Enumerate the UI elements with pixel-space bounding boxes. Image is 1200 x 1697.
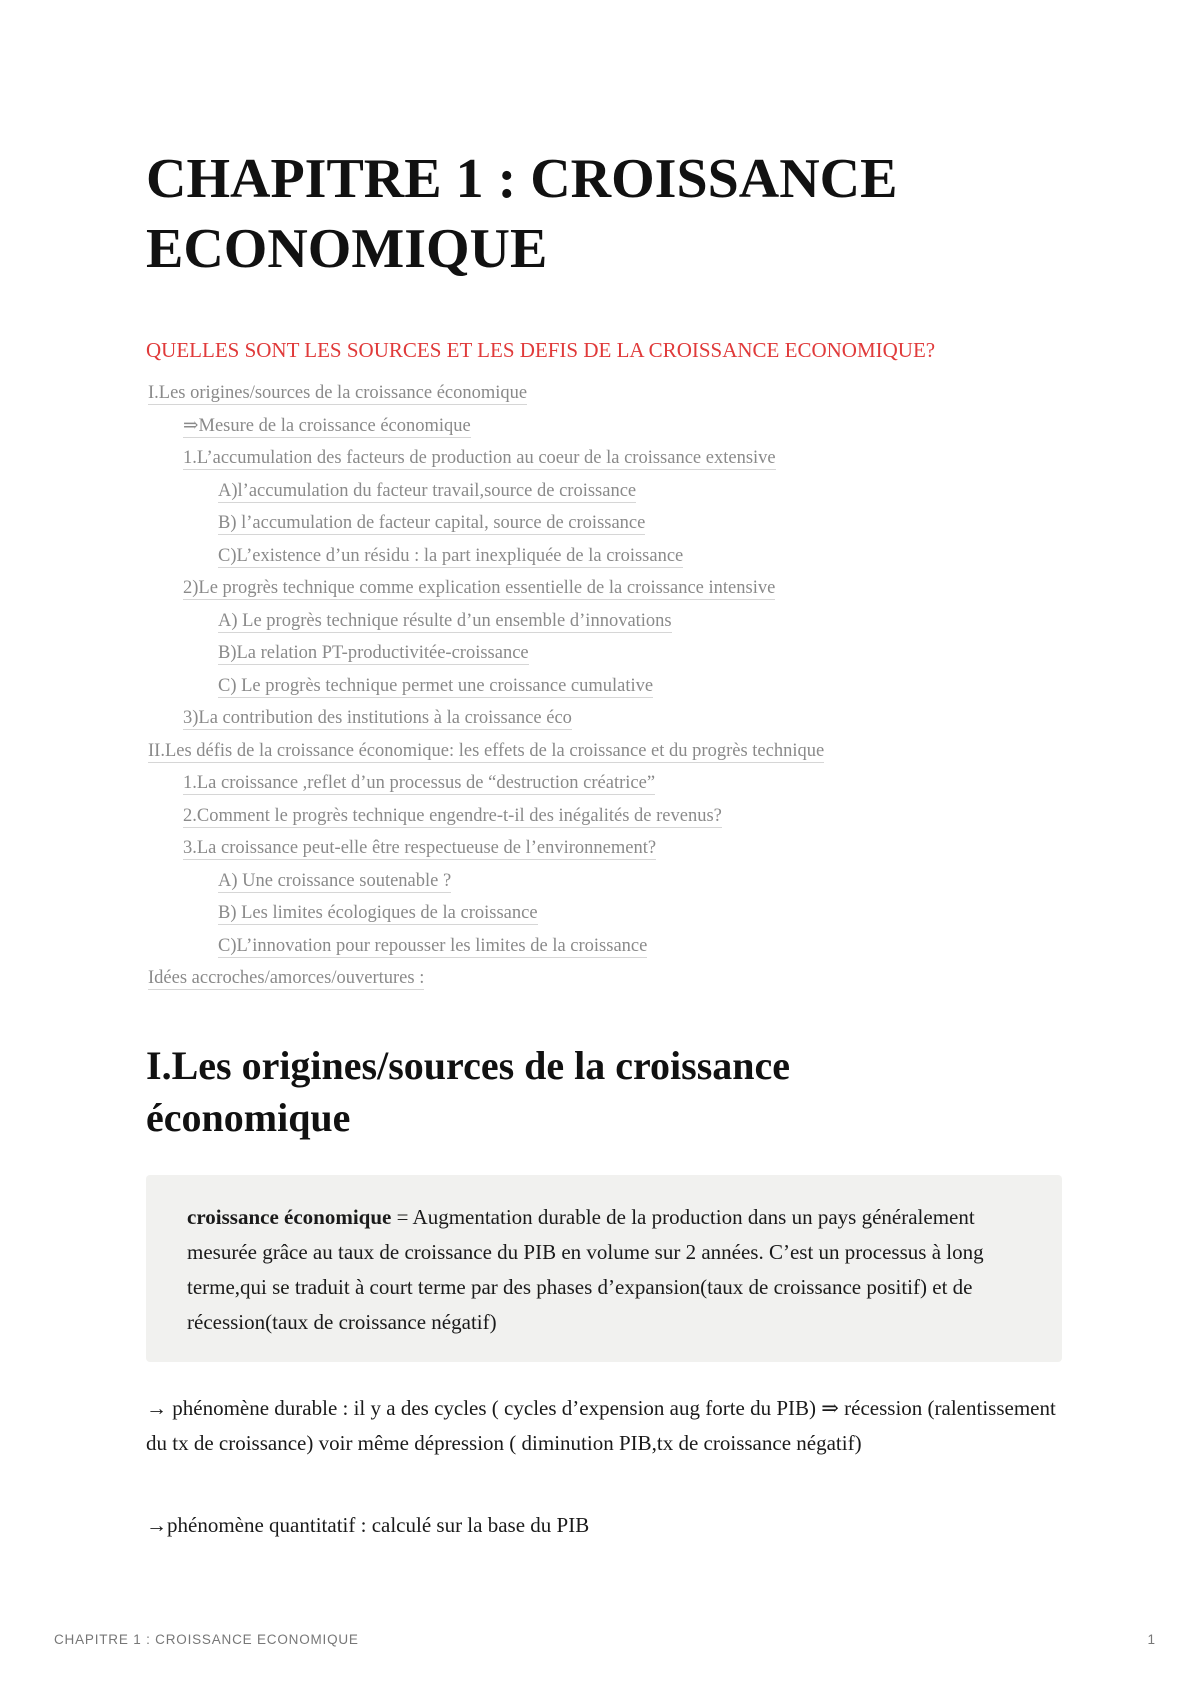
- toc-link[interactable]: Idées accroches/amorces/ouvertures :: [148, 968, 425, 988]
- definition-callout: [146, 1175, 1062, 1362]
- toc-link[interactable]: C) Le progrès technique permet une croissance cumulative: [218, 675, 654, 696]
- toc-link[interactable]: A) Le progrès technique résulte d’un ensemble d’innovations: [218, 610, 672, 631]
- toc-link[interactable]: B)La relation PT-productivitée-croissance: [218, 643, 529, 663]
- table-of-contents: [148, 380, 824, 998]
- toc-link[interactable]: II.Les défis de la croissance économique: les effets de la croissance et du progrès technique: [148, 740, 825, 761]
- toc-item: [148, 380, 824, 413]
- paragraph-durable: → phénomène durable : il y a des cycles ( cycles d’expension aug forte du PIB) ⇒ récession (ralentissement du tx de croissance) voir même dépression ( diminution PIB,tx de croissance négatif): [146, 1396, 1056, 1455]
- document-title: CHAPITRE 1 : CROISSANCE ECONOMIQUE: [146, 148, 898, 280]
- toc-link[interactable]: B) Les limites écologiques de la croissance: [218, 903, 538, 923]
- toc-link[interactable]: ⇒Mesure de la croissance économique: [183, 415, 471, 436]
- section-heading: I.Les origines/sources de la croissance économique: [146, 1043, 791, 1140]
- toc-item: [148, 608, 824, 641]
- toc-link[interactable]: 2.Comment le progrès technique engendre-t-il des inégalités de revenus?: [183, 805, 722, 826]
- paragraph-quantitatif: →phénomène quantitatif : calculé sur la base du PIB: [146, 1513, 590, 1537]
- toc-link[interactable]: 1.L’accumulation des facteurs de production au coeur de la croissance extensive: [183, 448, 776, 468]
- toc-item: [148, 705, 824, 738]
- toc-link[interactable]: 3)La contribution des institutions à la croissance éco: [183, 708, 572, 728]
- toc-item: [148, 445, 824, 478]
- toc-link[interactable]: C)L’existence d’un résidu : la part inexpliquée de la croissance: [218, 545, 684, 566]
- toc-item: [148, 803, 824, 836]
- toc-item: [148, 770, 824, 803]
- toc-link[interactable]: C)L’innovation pour repousser les limites de la croissance: [218, 935, 648, 956]
- toc-item: [148, 478, 824, 511]
- toc-item: [148, 575, 824, 608]
- toc-link[interactable]: A)l’accumulation du facteur travail,source de croissance: [218, 480, 637, 501]
- toc-item: [148, 510, 824, 543]
- toc-link[interactable]: B) l’accumulation de facteur capital, source de croissance: [218, 513, 646, 533]
- footer-page-number: 1: [1147, 1632, 1155, 1647]
- toc-item: [148, 900, 824, 933]
- toc-link[interactable]: 1.La croissance ,reflet d’un processus de “destruction créatrice”: [183, 773, 656, 793]
- toc-link[interactable]: 2)Le progrès technique comme explication essentielle de la croissance intensive: [183, 578, 776, 598]
- toc-item: [148, 413, 824, 446]
- definition-term: croissance économique: [187, 1205, 392, 1229]
- toc-item: [148, 835, 824, 868]
- toc-item: [148, 933, 824, 966]
- toc-item: [148, 965, 824, 998]
- toc-item: [148, 543, 824, 576]
- definition-text: = Augmentation durable de la production dans un pays généralement mesurée grâce au taux de croissance du PIB en volume sur 2 années. C’est un processus à long terme,qui se traduit à court terme par des phases d’expansion(taux de croissance positif) et de récession(taux de croissance négatif): [187, 1205, 984, 1334]
- footer-title: CHAPITRE 1 : CROISSANCE ECONOMIQUE: [54, 1632, 359, 1647]
- toc-link[interactable]: 3.La croissance peut-elle être respectueuse de l’environnement?: [183, 838, 657, 858]
- toc-link[interactable]: A) Une croissance soutenable ?: [218, 870, 452, 891]
- document-subtitle: QUELLES SONT LES SOURCES ET LES DEFIS DE LA CROISSANCE ECONOMIQUE?: [146, 338, 936, 362]
- toc-link[interactable]: I.Les origines/sources de la croissance économique: [148, 383, 528, 403]
- toc-item: [148, 640, 824, 673]
- toc-item: [148, 738, 824, 771]
- toc-item: [148, 673, 824, 706]
- toc-item: [148, 868, 824, 901]
